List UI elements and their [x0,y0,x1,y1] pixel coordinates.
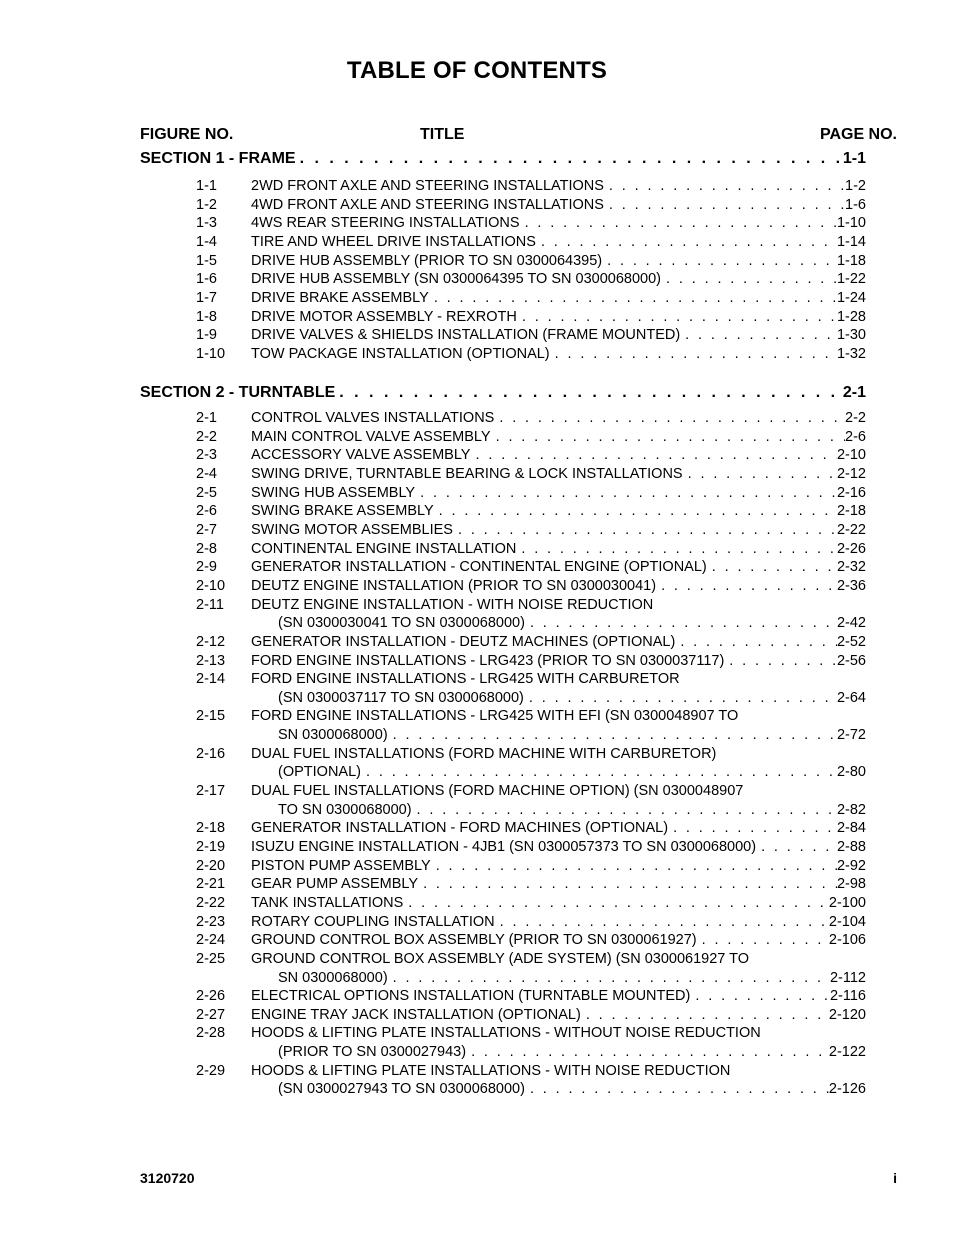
toc-entry [196,234,866,250]
dot-leader [418,876,837,892]
figure-number: 2-16 [196,745,226,762]
figure-number: 2-13 [196,652,226,669]
entry-page: 2-98 [836,876,866,893]
toc-entry-continued [196,746,866,762]
toc-entry [196,1044,866,1060]
figure-number: 2-6 [196,503,217,520]
entry-page: 1-10 [836,215,866,232]
figure-number: 2-15 [196,708,226,725]
entry-title: ISUZU ENGINE INSTALLATION - 4JB1 (SN 0300057373 TO SN 0300068000) [251,839,757,855]
dot-leader [604,197,845,213]
toc-entry [196,1081,866,1097]
section-heading [140,150,866,168]
entry-page: 2-10 [836,447,866,464]
entry-title: SN 0300068000) [278,969,388,986]
toc-entry [196,858,866,874]
dot-leader [724,653,837,669]
toc-entry [196,634,866,650]
dot-leader [690,988,830,1004]
toc-entry [196,932,866,948]
toc-entry [196,653,866,669]
toc-entry [196,429,866,445]
figure-number: 1-7 [196,289,217,306]
figure-number: 2-3 [196,447,217,464]
toc-entry-continued [196,1025,866,1041]
entry-page: 1-6 [845,196,866,213]
dot-leader [581,1007,829,1023]
dot-leader [683,466,837,482]
entry-title: FORD ENGINE INSTALLATIONS - LRG425 WITH EFI (SN 0300048907 TO [251,708,739,725]
entry-title: HOODS & LIFTING PLATE INSTALLATIONS - WITH NOISE REDUCTION [251,1062,731,1079]
entry-title: (OPTIONAL) [278,764,361,781]
entry-title: GEAR PUMP ASSEMBLY [251,876,419,893]
toc-entry [196,541,866,557]
toc-entry [196,764,866,780]
figure-number: 1-4 [196,233,217,250]
entry-title: 4WS REAR STEERING INSTALLATIONS [251,215,520,232]
entry-page: 2-120 [828,1006,866,1023]
section-page: 2-1 [842,384,866,401]
entry-title: GROUND CONTROL BOX ASSEMBLY (ADE SYSTEM) (SN 0300061927 TO [251,950,749,967]
dot-leader [656,578,837,594]
entry-page: 2-16 [836,484,866,501]
dot-leader [602,253,837,269]
entry-title: ELECTRICAL OPTIONS INSTALLATION (TURNTABLE MOUNTED) [251,988,691,1005]
entry-title: (SN 0300027943 TO SN 0300068000) [278,1081,525,1098]
dot-leader [466,1044,829,1060]
toc-entry [196,447,866,463]
figure-number: 2-12 [196,633,226,650]
entry-title: SWING HUB ASSEMBLY [251,484,416,501]
figure-number: 2-9 [196,559,217,576]
entry-page: 2-72 [836,727,866,743]
figure-number: 1-2 [196,196,217,213]
dot-leader [675,634,837,650]
dot-leader [388,970,830,986]
toc-entry-continued [196,951,866,967]
dot-leader [697,932,829,948]
dot-leader [525,1081,829,1097]
section-heading [140,384,866,402]
entry-title: ACCESSORY VALVE ASSEMBLY [251,447,471,464]
toc-entry [196,215,866,231]
entry-page: 1-14 [836,233,866,250]
figure-number: 2-17 [196,783,226,799]
dot-leader [707,559,837,575]
figure-number: 2-20 [196,857,226,874]
figure-number: 1-6 [196,271,217,288]
toc-entry-continued [196,708,866,724]
toc-entry [196,290,866,306]
entry-page: 2-18 [836,503,866,520]
dot-leader [434,503,837,519]
entry-title: (SN 0300037117 TO SN 0300068000) [278,689,524,706]
figure-number: 2-8 [196,540,217,557]
figure-number: 2-28 [196,1025,226,1042]
toc-entry [196,895,866,911]
dot-leader [550,346,837,362]
entry-title: DEUTZ ENGINE INSTALLATION - WITH NOISE REDUCTION [251,596,654,613]
toc-entry [196,485,866,501]
dot-leader [604,178,845,194]
figure-number: 2-21 [196,876,226,893]
toc-entry [196,578,866,594]
entry-page: 2-88 [836,839,866,855]
entry-page: 2-6 [845,428,866,445]
section-label: SECTION 2 - TURNTABLE [140,384,336,401]
entry-page: 2-32 [836,559,866,576]
toc-entry [196,914,866,930]
entry-title: MAIN CONTROL VALVE ASSEMBLY [251,428,491,445]
toc-entry-continued [196,597,866,613]
figure-number: 2-24 [196,932,226,949]
entry-title: (PRIOR TO SN 0300027943) [278,1044,467,1061]
dot-leader [412,802,837,818]
entry-page: 2-42 [836,615,866,632]
entry-page: 2-100 [828,894,866,911]
figure-number: 2-23 [196,913,226,930]
entry-page: 1-18 [836,252,866,269]
entry-page: 2-104 [828,913,866,930]
figure-number: 1-5 [196,252,217,269]
toc-entry [196,1007,866,1023]
entry-page: 2-122 [828,1044,866,1061]
dot-leader [756,839,837,855]
toc-entry [196,820,866,836]
entry-title: DEUTZ ENGINE INSTALLATION (PRIOR TO SN 0300030041) [251,577,657,594]
toc-entry [196,615,866,631]
toc-entry [196,309,866,325]
entry-page: 1-2 [845,178,866,194]
entry-title: DRIVE MOTOR ASSEMBLY - REXROTH [251,308,517,325]
dot-leader [335,384,843,402]
dot-leader [296,150,843,168]
entry-page: 1-24 [836,289,866,306]
toc-entry-continued [196,671,866,687]
figure-number: 2-7 [196,521,217,538]
figure-number: 2-18 [196,820,226,837]
dot-leader [517,309,837,325]
dot-leader [494,410,845,426]
entry-page: 2-12 [836,465,866,482]
toc-entry [196,327,866,343]
toc-entry [196,839,866,855]
entry-title: 4WD FRONT AXLE AND STEERING INSTALLATIONS [251,196,604,213]
page-number: i [893,1170,897,1186]
dot-leader [429,290,837,306]
column-header-title: TITLE [420,126,465,143]
toc-entry [196,253,866,269]
column-header-page: PAGE NO. [819,126,897,143]
entry-page: 2-84 [836,820,866,837]
entry-title: PISTON PUMP ASSEMBLY [251,857,431,874]
dot-leader [525,615,837,631]
entry-page: 2-80 [836,764,866,781]
toc-entry [196,178,866,194]
dot-leader [661,271,837,287]
figure-number: 2-2 [196,428,217,445]
entry-title: TOW PACKAGE INSTALLATION (OPTIONAL) [251,345,550,362]
figure-number: 2-25 [196,950,226,967]
dot-leader [668,820,837,836]
entry-title: CONTROL VALVES INSTALLATIONS [251,410,495,426]
entry-title: FORD ENGINE INSTALLATIONS - LRG425 WITH CARBURETOR [251,671,680,688]
entry-title: TANK INSTALLATIONS [251,894,404,911]
dot-leader [495,914,829,930]
column-header-figure: FIGURE NO. [140,126,234,143]
figure-number: 1-9 [196,327,217,344]
entry-title: GENERATOR INSTALLATION - CONTINENTAL ENGINE (OPTIONAL) [251,559,707,576]
entry-title: GENERATOR INSTALLATION - FORD MACHINES (OPTIONAL) [251,820,669,837]
dot-leader [415,485,837,501]
entry-page: 2-112 [829,969,866,986]
dot-leader [516,541,837,557]
toc-entry [196,988,866,1004]
entry-title: ROTARY COUPLING INSTALLATION [251,913,495,930]
entry-title: FORD ENGINE INSTALLATIONS - LRG423 (PRIOR TO SN 0300037117) [251,652,725,669]
figure-number: 1-8 [196,308,217,325]
entry-title: SWING DRIVE, TURNTABLE BEARING & LOCK INSTALLATIONS [251,465,683,482]
entry-title: GENERATOR INSTALLATION - DEUTZ MACHINES (OPTIONAL) [251,633,676,650]
entry-page: 2-56 [836,652,866,669]
figure-number: 2-26 [196,988,226,1005]
entry-page: 1-30 [836,327,866,344]
figure-number: 2-5 [196,484,217,501]
entry-page: 2-126 [828,1081,866,1098]
dot-leader [388,727,837,743]
figure-number: 2-22 [196,894,226,911]
toc-entry [196,802,866,818]
entry-title: 2WD FRONT AXLE AND STEERING INSTALLATIONS [251,178,604,194]
entry-page: 2-36 [836,577,866,594]
entry-page: 2-22 [836,521,866,538]
entry-title: SWING BRAKE ASSEMBLY [251,503,434,520]
entry-title: CONTINENTAL ENGINE INSTALLATION [251,540,517,557]
entry-title: DRIVE BRAKE ASSEMBLY [251,289,429,306]
dot-leader [524,690,837,706]
entry-title: HOODS & LIFTING PLATE INSTALLATIONS - WITHOUT NOISE REDUCTION [251,1025,761,1042]
entry-title: GROUND CONTROL BOX ASSEMBLY (PRIOR TO SN 0300061927) [251,932,697,949]
entry-page: 2-116 [829,988,866,1005]
figure-number: 2-14 [196,671,226,688]
entry-page: 2-106 [828,932,866,949]
dot-leader [520,215,837,231]
entry-title: ENGINE TRAY JACK INSTALLATION (OPTIONAL) [251,1006,581,1023]
figure-number: 2-10 [196,577,226,594]
entry-page: 1-32 [836,345,866,362]
entry-page: 1-22 [836,271,866,288]
figure-number: 2-4 [196,465,217,482]
document-number: 3120720 [140,1170,195,1186]
entry-title: DRIVE VALVES & SHIELDS INSTALLATION (FRAME MOUNTED) [251,327,681,344]
figure-number: 2-11 [196,596,224,613]
entry-page: 2-2 [845,410,866,426]
entry-page: 2-64 [836,689,866,706]
dot-leader [536,234,837,250]
toc-entry [196,197,866,213]
dot-leader [431,858,837,874]
toc-entry-continued [196,783,866,799]
dot-leader [680,327,837,343]
entry-page: 2-26 [836,540,866,557]
figure-number: 1-10 [196,345,226,362]
entry-title: SN 0300068000) [278,727,388,743]
entry-title: DRIVE HUB ASSEMBLY (PRIOR TO SN 0300064395) [251,252,603,269]
entry-page: 2-52 [836,633,866,650]
toc-entry [196,410,866,426]
entry-title: TO SN 0300068000) [278,801,412,818]
dot-leader [361,764,837,780]
entry-title: DUAL FUEL INSTALLATIONS (FORD MACHINE WITH CARBURETOR) [251,745,717,762]
toc-entry [196,727,866,743]
toc-entry [196,346,866,362]
section-page: 1-1 [842,150,866,167]
toc-entry [196,522,866,538]
figure-number: 2-27 [196,1006,226,1023]
toc-entry-continued [196,1063,866,1079]
entry-title: (SN 0300030041 TO SN 0300068000) [278,615,525,632]
dot-leader [491,429,845,445]
figure-number: 2-19 [196,839,226,855]
entry-page: 2-82 [836,801,866,818]
dot-leader [453,522,837,538]
entry-page: 2-92 [836,857,866,874]
entry-title: DRIVE HUB ASSEMBLY (SN 0300064395 TO SN 0300068000) [251,271,662,288]
toc-entry [196,559,866,575]
entry-title: DUAL FUEL INSTALLATIONS (FORD MACHINE OPTION) (SN 0300048907 [251,783,744,799]
toc-entry [196,466,866,482]
figure-number: 1-3 [196,215,217,232]
figure-number: 2-1 [196,410,217,426]
toc-entry [196,690,866,706]
entry-title: TIRE AND WHEEL DRIVE INSTALLATIONS [251,233,536,250]
toc-entry [196,271,866,287]
toc-entry [196,503,866,519]
toc-entry [196,876,866,892]
section-label: SECTION 1 - FRAME [140,150,296,167]
dot-leader [403,895,829,911]
entry-title: SWING MOTOR ASSEMBLIES [251,521,453,538]
page-title: TABLE OF CONTENTS [346,57,608,84]
figure-number: 1-1 [196,178,217,194]
dot-leader [470,447,836,463]
entry-page: 1-28 [836,308,866,325]
toc-entry [196,970,866,986]
figure-number: 2-29 [196,1062,226,1079]
